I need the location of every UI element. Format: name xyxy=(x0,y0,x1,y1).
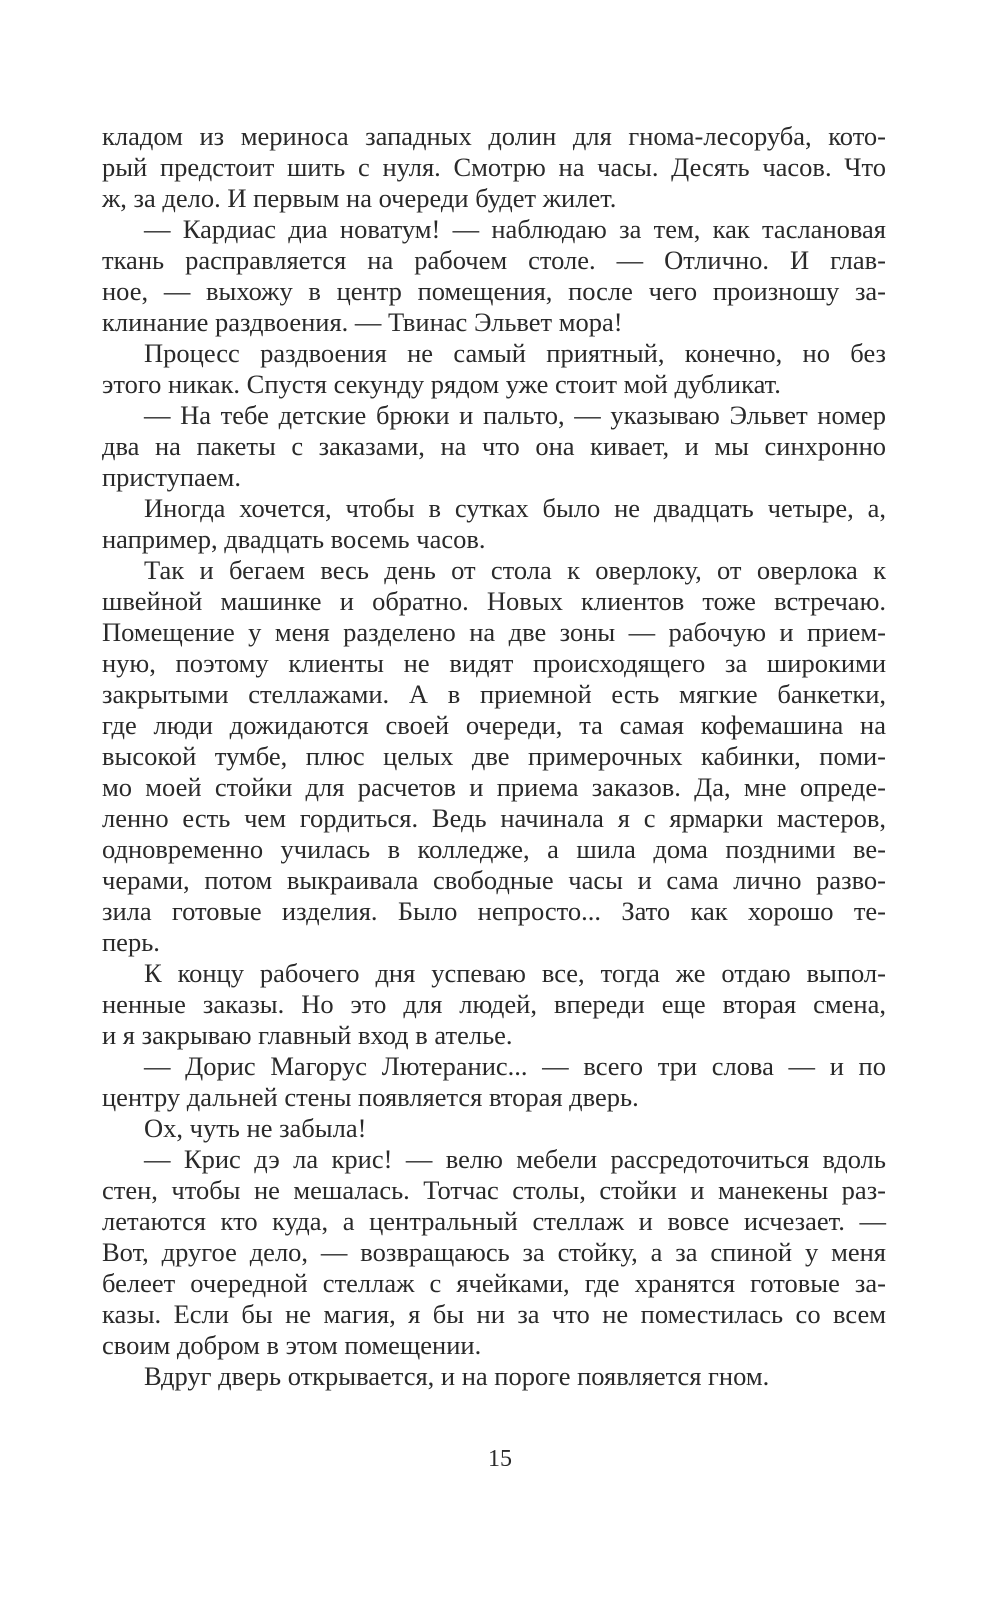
text-line: Вот, другое дело, — возвращаюсь за стойку, а за спиной у меня xyxy=(102,1237,886,1267)
text-line: Вдруг дверь открывается, и на пороге появляется гном. xyxy=(144,1361,770,1391)
text-line: приступаем. xyxy=(102,462,241,492)
text-line: стен, чтобы не мешалась. Тотчас столы, стойки и манекены раз- xyxy=(102,1175,886,1205)
text-line: одновременно училась в колледже, а шила дома поздними ве- xyxy=(102,834,886,864)
text-line: Так и бегаем весь день от стола к оверлоку, от оверлока к xyxy=(144,555,886,585)
text-line: ж, за дело. И первым на очереди будет жилет. xyxy=(102,183,617,213)
text-line: — Крис дэ ла крис! — велю мебели рассредоточиться вдоль xyxy=(144,1144,886,1174)
text-line: своим добром в этом помещении. xyxy=(102,1330,482,1360)
text-line: К концу рабочего дня успеваю все, тогда же отдаю выпол- xyxy=(144,958,886,988)
body-text xyxy=(102,121,886,1392)
text-line: этого никак. Спустя секунду рядом уже стоит мой дубликат. xyxy=(102,369,781,399)
text-line: Помещение у меня разделено на две зоны — рабочую и прием- xyxy=(102,617,886,647)
text-line: клинание раздвоения. — Твинас Эльвет мора! xyxy=(102,307,623,337)
text-line: Ох, чуть не забыла! xyxy=(144,1113,367,1143)
text-line: белеет очередной стеллаж с ячейками, где хранятся готовые за- xyxy=(102,1268,886,1298)
text-line: черами, потом выкраивала свободные часы и сама лично разво- xyxy=(102,865,886,895)
text-line: ное, — выхожу в центр помещения, после чего произношу за- xyxy=(102,276,886,306)
text-line: ненные заказы. Но это для людей, впереди еще вторая смена, xyxy=(102,989,886,1019)
text-line: — На тебе детские брюки и пальто, — указываю Эльвет номер xyxy=(144,400,886,430)
text-line: центру дальней стены появляется вторая дверь. xyxy=(102,1082,639,1112)
text-line: — Кардиас диа новатум! — наблюдаю за тем, как таслановая xyxy=(144,214,886,244)
text-line: высокой тумбе, плюс целых две примерочных кабинки, поми- xyxy=(102,741,886,771)
text-line: зила готовые изделия. Было непросто... Зато как хорошо те- xyxy=(102,896,886,926)
text-line: закрытыми стеллажами. А в приемной есть мягкие банкетки, xyxy=(102,679,886,709)
text-line: мо моей стойки для расчетов и приема заказов. Да, мне опреде- xyxy=(102,772,886,802)
text-line: ткань расправляется на рабочем столе. — Отлично. И глав- xyxy=(102,245,886,275)
text-line: кладом из мериноса западных долин для гнома-лесоруба, кото- xyxy=(102,121,886,151)
text-line: рый предстоит шить с нуля. Смотрю на часы. Десять часов. Что xyxy=(102,152,886,182)
text-line: где люди дожидаются своей очереди, та самая кофемашина на xyxy=(102,710,886,740)
page-number: 15 xyxy=(488,1446,512,1472)
text-line: ную, поэтому клиенты не видят происходящего за широкими xyxy=(102,648,886,678)
text-line: Процесс раздвоения не самый приятный, конечно, но без xyxy=(144,338,886,368)
text-line: летаются кто куда, а центральный стеллаж и вовсе исчезает. — xyxy=(102,1206,886,1236)
text-line: два на пакеты с заказами, на что она кивает, и мы синхронно xyxy=(102,431,886,461)
text-line: и я закрываю главный вход в ателье. xyxy=(102,1020,513,1050)
text-line: швейной машинке и обратно. Новых клиентов тоже встречаю. xyxy=(102,586,886,616)
text-line: Иногда хочется, чтобы в сутках было не двадцать четыре, а, xyxy=(144,493,886,523)
text-line: — Дорис Магорус Лютеранис... — всего три слова — и по xyxy=(144,1051,886,1081)
text-line: перь. xyxy=(102,927,160,957)
text-line: ленно есть чем гордиться. Ведь начинала я с ярмарки мастеров, xyxy=(102,803,886,833)
text-line: например, двадцать восемь часов. xyxy=(102,524,486,554)
text-line: казы. Если бы не магия, я бы ни за что не поместилась со всем xyxy=(102,1299,886,1329)
